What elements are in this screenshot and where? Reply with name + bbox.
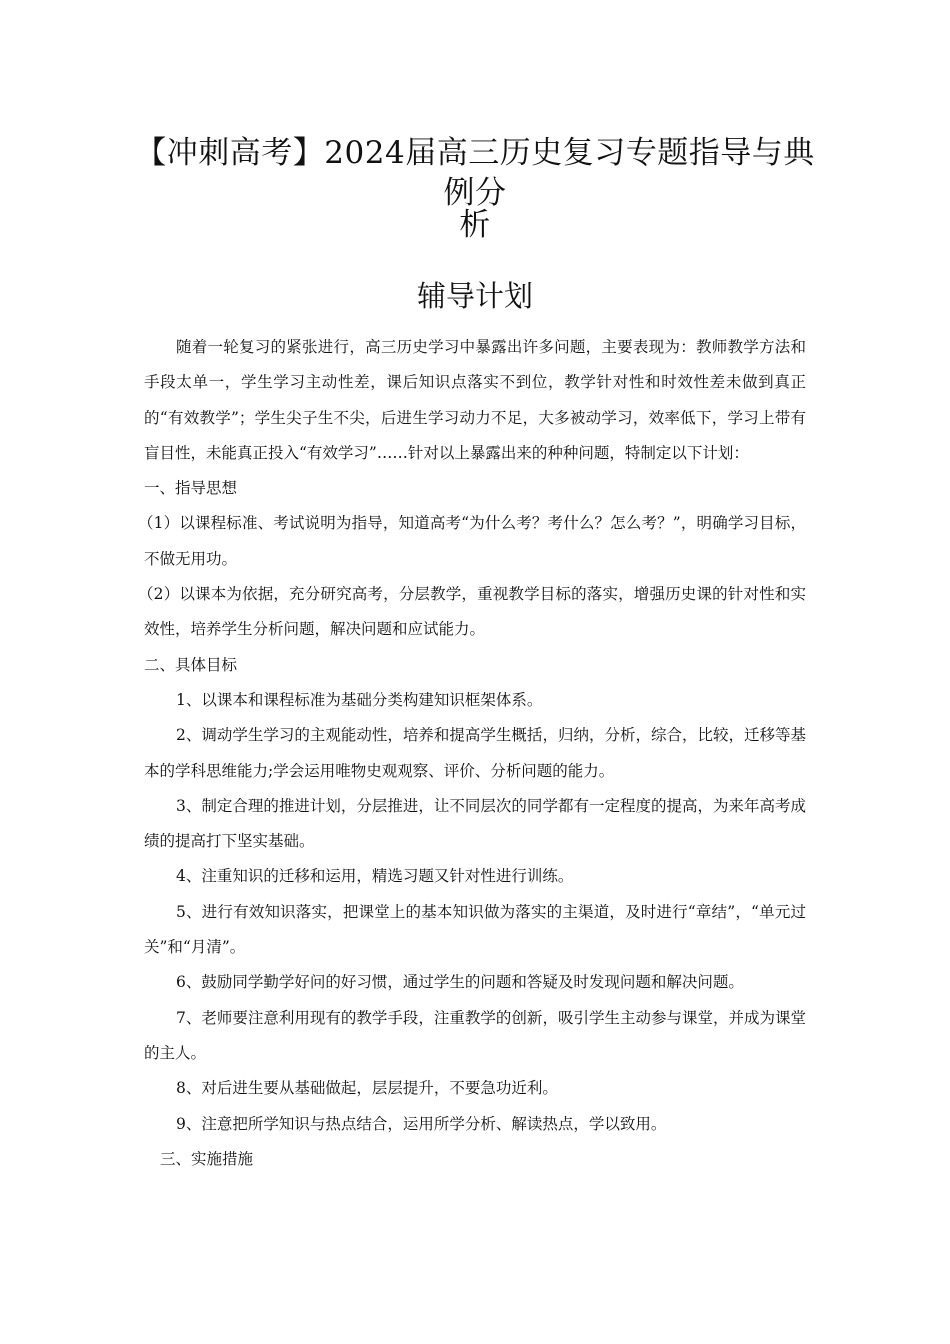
goal-item-5: 5、进行有效知识落实，把课堂上的基本知识做为落实的主渠道，及时进行“章结”，“单元过关”和“月清”。 <box>144 902 806 957</box>
goal-item-2: 2、调动学生学习的主观能动性，培养和提高学生概括，归纳，分析，综合，比较，迁移等基本的学科思维能力;学会运用唯物史观观察、评价、分析问题的能力。 <box>144 726 806 780</box>
section-heading-specific-goals: 二、具体目标 <box>144 655 238 674</box>
guiding-idea-item-1: （1）以课程标准、考试说明为指导，知道高考“为什么考？考什么？怎么考？”，明确学习目标，不做无用功。 <box>138 514 806 568</box>
goal-item-4: 4、注重知识的迁移和运用，精选习题又针对性进行训练。 <box>176 867 574 886</box>
intro-paragraph: 随着一轮复习的紧张进行，高三历史学习中暴露出许多问题，主要表现为：教师教学方法和手段太单一，学生学习主动性差，课后知识点落实不到位，教学针对性和时效性差未做到真正的“有效教学”；学生尖子生不尖，后进生学习动力不足，大多被动学习，效率低下，学习上带有盲目性，未能真正投入“有效学习”……针对以上暴露出来的种种问题，特制定以下计划： <box>144 338 806 462</box>
goal-item-8: 8、对后进生要从基础做起，层层提升，不要急功近利。 <box>176 1079 558 1098</box>
document-title-line2: 析 <box>459 207 491 243</box>
goal-item-9: 9、注意把所学知识与热点结合，运用所学分析、解读热点，学以致用。 <box>176 1114 667 1133</box>
document-subtitle: 辅导计划 <box>416 279 533 313</box>
goal-item-3: 3、制定合理的推进计划，分层推进，让不同层次的同学都有一定程度的提高，为来年高考成绩的提高打下坚实基础。 <box>144 796 806 851</box>
document-body <box>138 330 806 1177</box>
goal-item-7: 7、老师要注意利用现有的教学手段，注重教学的创新，吸引学生主动参与课堂，并成为课堂的主人。 <box>144 1008 806 1062</box>
section-heading-guiding-idea: 一、指导思想 <box>144 479 238 498</box>
section-heading-measures: 三、实施措施 <box>160 1149 254 1168</box>
goal-item-1: 1、以课本和课程标准为基础分类构建知识框架体系。 <box>176 690 543 709</box>
document-title-line1: 【冲刺高考】2024届高三历史复习专题指导与典例分 <box>135 135 815 211</box>
guiding-idea-item-2: （2）以课本为依据，充分研究高考，分层教学，重视教学目标的落实，增强历史课的针对性和实效性，培养学生分析问题，解决问题和应试能力。 <box>138 585 806 639</box>
goal-item-6: 6、鼓励同学勤学好问的好习惯，通过学生的问题和答疑及时发现问题和解决问题。 <box>176 973 744 992</box>
